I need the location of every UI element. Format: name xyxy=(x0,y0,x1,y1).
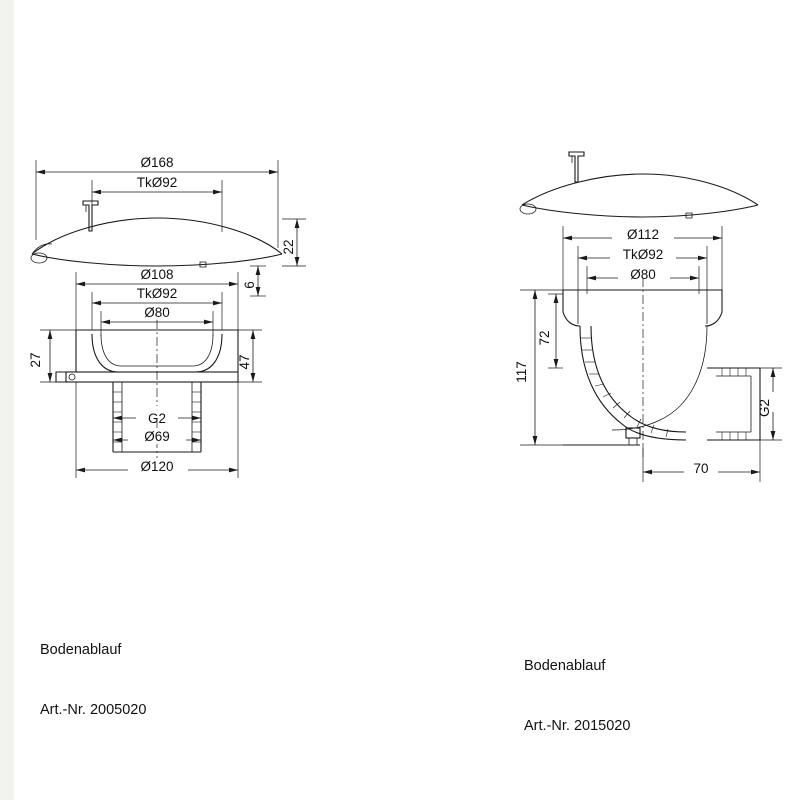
caption-left xyxy=(40,600,146,740)
caption-right xyxy=(524,616,630,756)
dim-label-d112: Ø112 xyxy=(626,227,660,242)
dim-tk92-upper xyxy=(92,175,222,232)
cover-profile-left xyxy=(31,218,282,267)
dim-label-d80-left: Ø80 xyxy=(144,305,170,320)
dim-47 xyxy=(237,330,262,382)
left-drawing-group xyxy=(28,155,306,478)
body-section-left xyxy=(56,320,238,470)
dim-70 xyxy=(643,440,760,482)
right-drawing-group xyxy=(514,152,782,482)
dim-label-6: 6 xyxy=(242,281,257,289)
dim-22 xyxy=(281,219,306,266)
dim-label-tk92-right: TkØ92 xyxy=(622,247,664,262)
dim-6 xyxy=(242,266,266,296)
dim-label-tk92-lower: TkØ92 xyxy=(136,286,178,301)
cover-profile-right xyxy=(520,174,758,218)
dim-label-27: 27 xyxy=(28,352,43,368)
cover-screw-right xyxy=(569,152,584,182)
dim-label-g2-right: G2 xyxy=(757,398,772,418)
caption-right-title: Bodenablauf xyxy=(524,658,606,674)
dim-label-d120: Ø120 xyxy=(140,459,174,474)
dim-label-22: 22 xyxy=(281,239,296,255)
dim-label-g2-left: G2 xyxy=(147,411,167,426)
dim-label-d80-right: Ø80 xyxy=(630,267,656,282)
dim-27 xyxy=(28,330,76,382)
dim-label-tk92-upper: TkØ92 xyxy=(136,175,178,190)
dim-g2-left xyxy=(113,406,201,426)
body-section-right xyxy=(563,278,760,460)
caption-left-title: Bodenablauf xyxy=(40,642,122,658)
dim-g2-right xyxy=(757,368,782,440)
dim-d168 xyxy=(36,155,278,248)
caption-right-artnr: Art.-Nr. 2015020 xyxy=(524,718,631,734)
dim-label-72: 72 xyxy=(537,330,552,346)
dim-label-d168: Ø168 xyxy=(140,155,174,170)
dim-label-117: 117 xyxy=(514,361,529,383)
dim-label-47: 47 xyxy=(237,354,252,370)
dim-72 xyxy=(537,294,563,368)
dim-label-d108: Ø108 xyxy=(140,267,174,282)
caption-left-artnr: Art.-Nr. 2005020 xyxy=(40,702,147,718)
dim-label-70: 70 xyxy=(693,461,709,476)
dim-label-d69: Ø69 xyxy=(144,429,170,444)
